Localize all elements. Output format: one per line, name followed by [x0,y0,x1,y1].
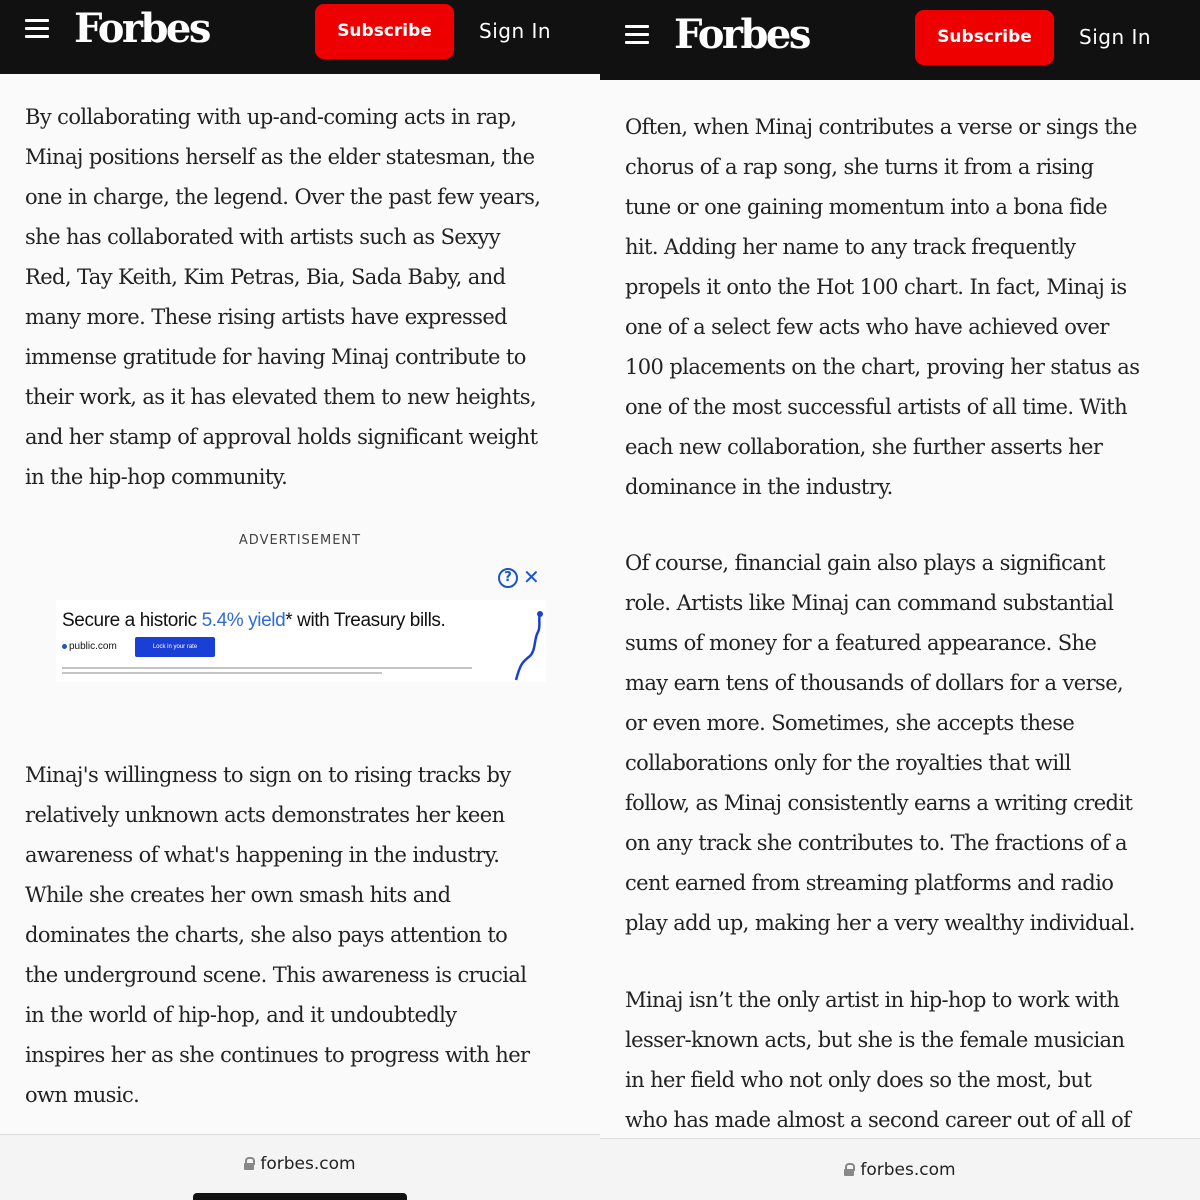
advertisement-label: ADVERTISEMENT [238,533,362,548]
sign-in-link[interactable]: Sign In [479,19,552,43]
ad-help-icon[interactable]: ? [498,568,518,588]
ad-cta-button[interactable]: Lock in your rate [135,637,215,657]
subscribe-button[interactable]: Subscribe [915,10,1054,65]
ad-brand: public.com [62,641,117,652]
public-logo-icon [62,644,67,649]
subscribe-button[interactable]: Subscribe [315,4,454,59]
article-paragraph: Minaj's willingness to sign on to rising tracks by relatively unknown acts demonstrates her keen awareness of what's happening in the industry. While she creates her own smash hits and dominates the charts, she also pays attention to the underground scene. This awareness is crucial in the world of hip-hop, and it undoubtedly inspires her as she continues to progress with her own music. [25,763,530,1107]
lock-icon [244,1157,254,1170]
sign-in-link[interactable]: Sign In [1079,25,1152,49]
url-display[interactable]: forbes.com [600,1160,1200,1180]
article-paragraph: Minaj isn’t the only artist in hip-hop to work with lesser-known acts, but she is the female musician in her field who not only does so the most, but who has made almost a second career out of all of [625,988,1131,1132]
address-bar[interactable] [0,1134,600,1200]
url-display[interactable]: forbes.com [0,1154,600,1174]
ad-close-icon[interactable]: ✕ [523,565,540,589]
article-paragraph: By collaborating with up-and-coming acts in rap, Minaj positions herself as the elder statesman, the one in charge, the legend. Over the past few years, she has collaborated with artists such as Sexyy Red, Tay Keith, Kim Petras, Bia, Sada Baby, and many more. These rising artists have expressed immense gratitude for having Minaj contribute to their work, as it has elevated them to new heights, and her stamp of approval holds significant weight in the hip-hop community. [25,105,541,489]
forbes-logo[interactable]: Forbes [674,11,809,58]
ad-chart-icon [510,610,546,682]
lock-icon [844,1163,854,1176]
right-screenshot [600,0,1200,1200]
address-bar[interactable] [600,1138,1200,1200]
home-indicator[interactable] [193,1193,407,1200]
menu-icon[interactable] [25,19,49,39]
menu-icon[interactable] [625,25,649,45]
top-nav-bar [0,0,600,74]
ad-banner[interactable] [56,600,546,682]
article-paragraph: Often, when Minaj contributes a verse or sings the chorus of a rap song, she turns it from a rising tune or one gaining momentum into a bona fide hit. Adding her name to any track frequently propels it onto the Hot 100 chart. In fact, Minaj is one of a select few acts who have achieved over 100 placements on the chart, proving her status as one of the most successful artists of all time. With each new collaboration, she further asserts her dominance in the industry. [625,115,1140,499]
ad-headline: Secure a historic 5.4% yield* with Treasury bills. [62,610,446,631]
top-nav-bar [600,0,1200,80]
forbes-logo[interactable]: Forbes [74,5,209,52]
ad-fine-print [62,667,472,677]
article-paragraph: Of course, financial gain also plays a significant role. Artists like Minaj can command substantial sums of money for a featured appearance. She may earn tens of thousands of dollars for a verse, or even more. Sometimes, she accepts these collaborations only for the royalties that will follow, as Minaj consistently earns a writing credit on any track she contributes to. The fractions of a cent earned from streaming platforms and radio play add up, making her a very wealthy individual. [625,551,1135,935]
